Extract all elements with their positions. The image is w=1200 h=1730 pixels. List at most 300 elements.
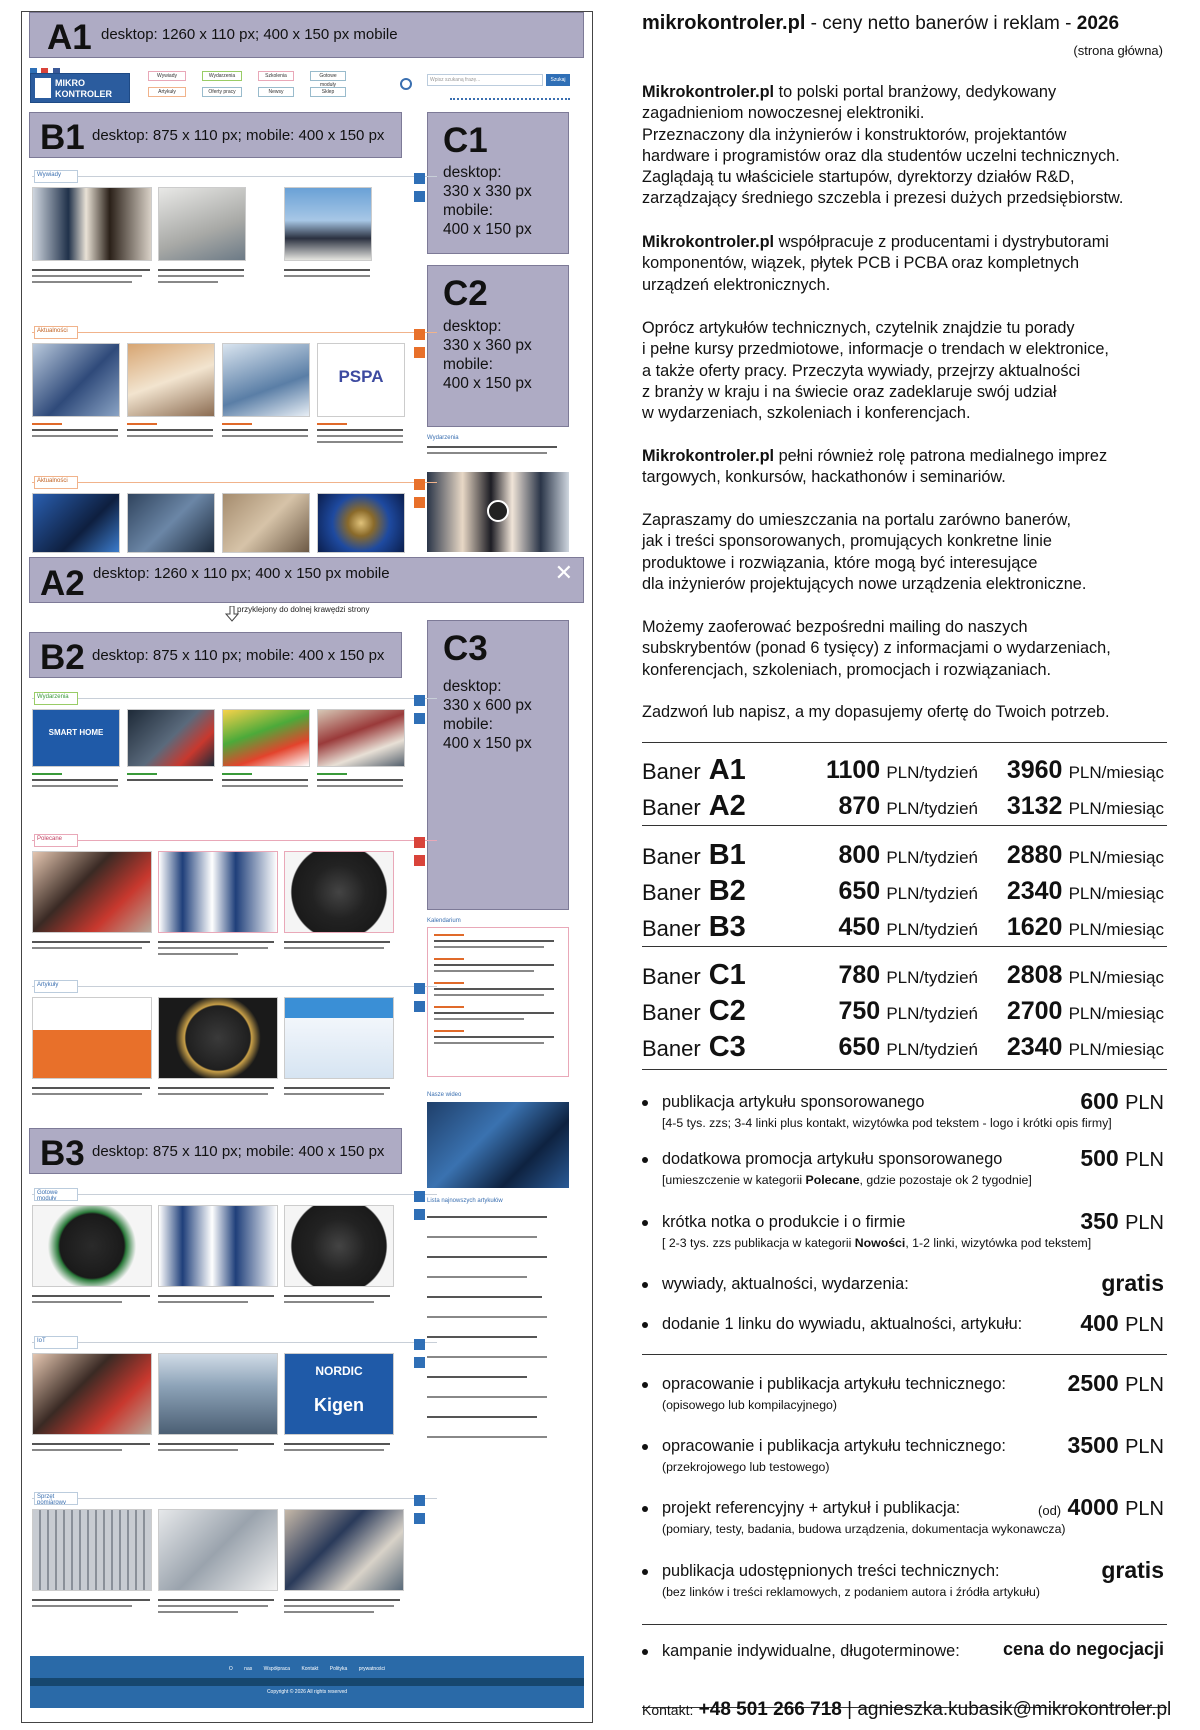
bullet-icon xyxy=(642,1382,648,1388)
monthly-unit: PLN/miesiąc xyxy=(1068,1040,1164,1059)
paragraph-text: Zapraszamy do umieszczania na portalu zarówno banerów, jak i treści sponsorowanych, promujących konkretne linie produktowe i rozwiązania, które mogą być interesujące dla inżynierów projektujących nowe urządzenia elektroniczne. xyxy=(642,511,1087,593)
service-price: 600 xyxy=(1080,1088,1119,1114)
monthly-unit: PLN/miesiąc xyxy=(1068,799,1164,818)
monthly-unit: PLN/miesiąc xyxy=(1068,968,1164,987)
section-aktualnosci-2 xyxy=(32,478,437,552)
service-item xyxy=(642,1557,1167,1605)
banner-name xyxy=(642,1030,746,1066)
brand-bold: Mikrokontroler.pl xyxy=(642,447,775,465)
text-line xyxy=(284,947,384,949)
banner-c2 xyxy=(427,265,569,427)
weekly-value: 750 xyxy=(838,997,881,1025)
thumbnail[interactable] xyxy=(127,493,215,553)
section-label: Polecane xyxy=(34,834,78,847)
weekly-value: 650 xyxy=(838,877,881,905)
date-line xyxy=(32,773,62,775)
section-label: Sprzęt pomiarowy xyxy=(34,1492,78,1505)
baner-label: Baner xyxy=(642,1036,701,1061)
monthly-unit: PLN/miesiąc xyxy=(1068,763,1164,782)
thumbnail[interactable] xyxy=(32,851,152,933)
weekly-price xyxy=(838,1030,978,1067)
baner-label: Baner xyxy=(642,964,701,989)
bullet-icon xyxy=(642,1157,648,1163)
banner-code: C1 xyxy=(443,121,488,160)
service-price-box xyxy=(1003,1639,1164,1660)
weekly-unit: PLN/tydzień xyxy=(886,1040,978,1059)
banner-c3 xyxy=(427,620,569,910)
date-line xyxy=(32,423,62,425)
text-line xyxy=(427,446,557,448)
service-price-box xyxy=(1101,1557,1164,1584)
thumbnail[interactable] xyxy=(317,493,405,553)
service-unit: PLN xyxy=(1125,1436,1164,1458)
text-line xyxy=(317,779,403,781)
banner-code: C1 xyxy=(708,959,746,991)
service-note: (pomiary, testy, badania, budowa urządzenia, dokumentacja wykonawcza) xyxy=(662,1522,1066,1536)
thumbnail[interactable] xyxy=(158,851,278,933)
text-line xyxy=(427,1216,547,1218)
price-row xyxy=(642,994,1167,1028)
service-price: gratis xyxy=(1101,1557,1164,1583)
bullet-icon xyxy=(642,1444,648,1450)
text-line xyxy=(427,1296,542,1298)
website-mockup xyxy=(21,11,593,1723)
search-button[interactable]: Szukaj xyxy=(546,74,570,86)
weekly-price xyxy=(838,910,978,947)
weekly-value: 1100 xyxy=(825,756,881,784)
paragraph-7 xyxy=(642,702,1110,723)
monthly-unit: PLN/miesiąc xyxy=(1068,920,1164,939)
monthly-value: 2340 xyxy=(1006,877,1063,905)
section-arrows[interactable] xyxy=(412,981,437,992)
text-line xyxy=(434,940,554,942)
text-line xyxy=(284,275,370,277)
banner-code: B3 xyxy=(40,1134,85,1173)
service-title: kampanie indywidualne, długoterminowe: xyxy=(662,1642,960,1660)
page-title xyxy=(642,11,1167,36)
paragraph-text: Zadzwoń lub napisz, a my dopasujemy ofertę do Twoich potrzeb. xyxy=(642,703,1110,721)
banner-dimensions: desktop: 1260 x 110 px; 400 x 150 px mobile xyxy=(93,565,390,582)
bullet-icon xyxy=(642,1282,648,1288)
text-line xyxy=(284,1611,374,1613)
nav-item[interactable]: Wydarzenia xyxy=(202,71,242,81)
banner-code: B1 xyxy=(708,839,746,871)
banner-dimensions: desktop: 1260 x 110 px; 400 x 150 px mobile xyxy=(101,26,398,43)
date-line xyxy=(222,773,252,775)
service-title: opracowanie i publikacja artykułu technicznego: xyxy=(662,1375,1006,1393)
date-line xyxy=(127,423,157,425)
banner-name xyxy=(642,874,746,910)
baner-label: Baner xyxy=(642,916,701,941)
service-title: wywiady, aktualności, wydarzenia: xyxy=(662,1275,909,1293)
bullet-icon xyxy=(642,1220,648,1226)
play-icon[interactable] xyxy=(487,500,509,522)
price-row xyxy=(642,753,1167,787)
service-title: publikacja udostępnionych treści technicznych: xyxy=(662,1562,1000,1580)
thumbnail[interactable] xyxy=(158,1509,278,1591)
thumbnail[interactable] xyxy=(222,709,310,767)
page-note: (strona główna) xyxy=(1073,43,1163,58)
thumbnail[interactable] xyxy=(32,187,152,261)
date-line xyxy=(434,1030,464,1032)
thumbnail[interactable] xyxy=(158,1353,278,1435)
service-price: 4000 xyxy=(1067,1494,1119,1520)
text-line xyxy=(222,429,308,431)
section-arrows[interactable] xyxy=(412,477,437,488)
note-text: , gdzie pozostaje ok 2 tygodnie] xyxy=(859,1173,1032,1187)
thumbnail[interactable] xyxy=(284,1353,394,1435)
price-row xyxy=(642,874,1167,908)
main-nav xyxy=(140,69,350,103)
banner-dimensions: desktop: 875 x 110 px; mobile: 400 x 150 px xyxy=(92,647,385,664)
text-line xyxy=(222,779,308,781)
nav-item[interactable]: Oferty pracy xyxy=(202,87,242,97)
thumbnail[interactable] xyxy=(284,851,394,933)
service-price: 400 xyxy=(1080,1310,1119,1336)
banner-name xyxy=(642,994,746,1030)
search-input[interactable] xyxy=(427,74,543,86)
text-line xyxy=(158,1449,238,1451)
section-gotowe-moduly xyxy=(32,1190,437,1314)
date-line xyxy=(434,1006,464,1008)
bullet-icon xyxy=(642,1506,648,1512)
text-line xyxy=(222,785,308,787)
service-note xyxy=(662,1173,1032,1187)
date-line xyxy=(222,423,252,425)
site-name: mikrokontroler.pl xyxy=(642,12,806,34)
text-line xyxy=(158,953,238,955)
monthly-value: 2340 xyxy=(1006,1033,1063,1061)
section-arrows[interactable] xyxy=(412,1337,437,1348)
text-line xyxy=(32,785,118,787)
text-line xyxy=(158,947,268,949)
text-line xyxy=(427,1396,547,1398)
text-line xyxy=(158,269,244,271)
service-note: (opisowego lub kompilacyjnego) xyxy=(662,1398,837,1412)
text-line xyxy=(127,779,213,781)
thumb-text: NORDIC xyxy=(315,1364,363,1378)
monthly-price xyxy=(1007,958,1164,995)
banner-a2 xyxy=(29,557,584,603)
text-line xyxy=(427,1416,537,1418)
date-line xyxy=(127,773,157,775)
baner-label: Baner xyxy=(642,1000,701,1025)
price-prefix: (od) xyxy=(1038,1503,1062,1518)
close-icon[interactable]: ✕ xyxy=(554,560,573,585)
nav-item[interactable]: Artykuły xyxy=(148,87,186,97)
text-line xyxy=(427,452,547,454)
banner-b1 xyxy=(29,112,402,158)
monthly-value: 3960 xyxy=(1006,756,1063,784)
weekly-unit: PLN/tydzień xyxy=(886,884,978,903)
service-price-box xyxy=(1080,1310,1164,1337)
contact-email[interactable]: agnieszka.kubasik@mikrokontroler.pl xyxy=(857,1699,1172,1720)
thumbnail[interactable] xyxy=(32,343,120,417)
date-line xyxy=(434,982,464,984)
banner-dimensions: desktop: 330 x 360 px mobile: 400 x 150 px xyxy=(443,318,532,392)
weekly-unit: PLN/tydzień xyxy=(886,968,978,987)
service-item xyxy=(642,1310,1167,1358)
divider xyxy=(642,825,1167,826)
service-unit: PLN xyxy=(1125,1212,1164,1234)
monthly-price xyxy=(1007,1030,1164,1067)
text-line xyxy=(158,1093,268,1095)
monthly-price xyxy=(1007,910,1164,947)
text-line xyxy=(427,1336,537,1338)
service-title: dodanie 1 linku do wywiadu, aktualności, artykułu: xyxy=(662,1315,1023,1333)
banner-code: C2 xyxy=(708,995,746,1027)
sidebar-wydarzenia-label: Wydarzenia xyxy=(427,435,459,441)
service-title: publikacja artykułu sponsorowanego xyxy=(662,1093,925,1111)
paragraph-text: współpracuje z producentami i dystrybutorami komponentów, wiązek, płytek PCB i PCBA oraz kompletnych urządzeń elektronicznych. xyxy=(642,233,1109,294)
calendar-list xyxy=(427,927,569,1077)
text-line xyxy=(284,1443,390,1445)
thumbnail[interactable] xyxy=(158,1205,278,1287)
section-label: Wydarzenia xyxy=(34,692,78,705)
service-unit: PLN xyxy=(1125,1314,1164,1336)
service-title: projekt referencyjny + artykuł i publikacja: xyxy=(662,1499,961,1517)
price-row xyxy=(642,789,1167,823)
text-line xyxy=(32,1093,142,1095)
thumbnail[interactable] xyxy=(32,1205,152,1287)
search-icon[interactable] xyxy=(400,78,412,90)
thumbnail[interactable] xyxy=(32,1509,152,1591)
service-price-box xyxy=(1068,1370,1164,1397)
section-arrows[interactable] xyxy=(412,327,437,338)
text-line xyxy=(434,946,544,948)
banner-name xyxy=(642,753,746,789)
nav-item[interactable]: Sklep xyxy=(310,87,346,97)
thumbnail[interactable] xyxy=(158,187,246,261)
text-line xyxy=(284,269,370,271)
divider xyxy=(642,1069,1167,1070)
video-thumbnail[interactable] xyxy=(427,472,569,552)
banner-name xyxy=(642,958,746,994)
paragraph-text: to polski portal branżowy, dedykowany zagadnieniom nowoczesnej elektroniki. Przeznaczony dla inżynierów i konstruktorów, projektantów hardware i programistów oraz dla studentów uczelni technicznych. Zaglądają tu właściciele startupów, dyrektorzy działów R&D, zarządzający średniego szczebla i prezesi dużych przedsiębiorstw. xyxy=(642,83,1124,208)
text-line xyxy=(158,1301,248,1303)
thumbnail[interactable] xyxy=(284,1509,404,1591)
weekly-price xyxy=(826,753,978,790)
service-item xyxy=(642,1370,1167,1418)
paragraph-1 xyxy=(642,82,1123,210)
service-item xyxy=(642,1641,1167,1685)
paragraph-5 xyxy=(642,510,1086,595)
footer-link[interactable]: O nas xyxy=(228,1666,253,1672)
text-line xyxy=(427,1356,547,1358)
service-price-box xyxy=(1080,1088,1164,1115)
weekly-price xyxy=(838,994,978,1031)
text-line xyxy=(317,435,403,437)
text-line xyxy=(427,1436,547,1438)
text-line xyxy=(158,941,274,943)
nav-item[interactable]: Gotowe moduły xyxy=(310,71,346,81)
service-price: 3500 xyxy=(1067,1432,1119,1458)
service-price-box xyxy=(1080,1145,1164,1172)
banner-code: B2 xyxy=(40,638,85,677)
section-aktualnosci xyxy=(32,328,437,452)
section-arrows[interactable] xyxy=(412,693,437,704)
footer-link[interactable]: Współpraca xyxy=(263,1666,291,1672)
paragraph-2 xyxy=(642,232,1109,296)
banner-code: B3 xyxy=(708,911,746,943)
thumbnail[interactable] xyxy=(158,997,278,1079)
brand-bold: Mikrokontroler.pl xyxy=(642,83,775,101)
bullet-icon xyxy=(642,1649,648,1655)
paragraph-3 xyxy=(642,318,1109,424)
price-row xyxy=(642,910,1167,944)
text-line xyxy=(32,275,142,277)
text-line xyxy=(427,1276,527,1278)
price-row xyxy=(642,1030,1167,1064)
arrow-down-icon xyxy=(225,606,239,622)
text-line xyxy=(434,988,554,990)
service-price-box xyxy=(1101,1270,1164,1297)
latest-articles-list xyxy=(427,1210,569,1510)
date-line xyxy=(317,423,347,425)
baner-label: Baner xyxy=(642,844,701,869)
text-line xyxy=(434,1042,544,1044)
text-line xyxy=(434,1012,554,1014)
text-line xyxy=(127,429,213,431)
banner-a1 xyxy=(29,12,584,58)
text-line xyxy=(434,970,534,972)
weekly-price xyxy=(838,789,978,826)
baner-label: Baner xyxy=(642,759,701,784)
service-price: cena do negocjacji xyxy=(1002,1639,1164,1659)
banner-code: A1 xyxy=(47,18,92,57)
banner-a2-note: przyklejony do dolnej krawędzi strony xyxy=(237,605,370,614)
text-line xyxy=(284,1605,394,1607)
baner-label: Baner xyxy=(642,795,701,820)
note-category: Nowości xyxy=(854,1236,906,1250)
text-line xyxy=(434,1018,524,1020)
banner-dimensions: desktop: 875 x 110 px; mobile: 400 x 150 px xyxy=(92,127,385,144)
monthly-value: 2880 xyxy=(1006,841,1063,869)
section-arrows[interactable] xyxy=(412,1189,437,1200)
text-line xyxy=(32,281,132,283)
contact-phone[interactable]: +48 501 266 718 xyxy=(698,1699,842,1720)
text-line xyxy=(317,441,403,443)
brand-bold: Mikrokontroler.pl xyxy=(642,233,775,251)
service-price: 350 xyxy=(1080,1208,1119,1234)
text-line xyxy=(158,281,218,283)
thumbnail[interactable] xyxy=(32,997,152,1079)
text-line xyxy=(284,1449,384,1451)
service-title: krótka notka o produkcie i o firmie xyxy=(662,1213,906,1231)
service-price-box xyxy=(1080,1208,1164,1235)
weekly-value: 800 xyxy=(838,841,881,869)
thumbnail[interactable] xyxy=(127,343,215,417)
nav-item[interactable]: Wywiady xyxy=(148,71,186,81)
text-line xyxy=(434,964,554,966)
note-text: , 1-2 linki, wizytówka pod tekstem] xyxy=(905,1236,1092,1250)
text-line xyxy=(158,1087,274,1089)
text-line xyxy=(284,1295,390,1297)
monthly-unit: PLN/miesiąc xyxy=(1068,848,1164,867)
thumbnail[interactable] xyxy=(222,343,310,417)
site-logo[interactable] xyxy=(30,73,130,103)
weekly-unit: PLN/tydzień xyxy=(886,799,978,818)
monthly-price xyxy=(1007,994,1164,1031)
text-line xyxy=(222,435,308,437)
weekly-value: 650 xyxy=(838,1033,881,1061)
monthly-price xyxy=(1007,838,1164,875)
divider xyxy=(642,1354,1167,1355)
monthly-price xyxy=(1007,874,1164,911)
section-arrows[interactable] xyxy=(412,835,437,846)
monthly-unit: PLN/miesiąc xyxy=(1068,1004,1164,1023)
service-item xyxy=(642,1088,1167,1136)
note-text: [umieszczenie w kategorii xyxy=(662,1173,806,1187)
weekly-unit: PLN/tydzień xyxy=(886,920,978,939)
text-line xyxy=(284,1087,390,1089)
text-line xyxy=(32,1605,132,1607)
section-label: Wywiady xyxy=(34,170,78,183)
date-line xyxy=(317,773,347,775)
thumbnail[interactable] xyxy=(284,1205,394,1287)
paragraph-4 xyxy=(642,446,1107,489)
text-line xyxy=(427,1236,537,1238)
section-arrows[interactable] xyxy=(412,171,437,182)
section-arrows[interactable] xyxy=(412,1493,437,1504)
bullet-icon xyxy=(642,1100,648,1106)
text-line xyxy=(284,1301,374,1303)
monthly-value: 2700 xyxy=(1006,997,1063,1025)
text-line xyxy=(158,1295,274,1297)
footer-link[interactable]: Polityka prywatności xyxy=(329,1666,386,1672)
note-text: [ 2-3 tys. zzs publikacja w kategorii xyxy=(662,1236,855,1250)
banner-c1 xyxy=(427,112,569,254)
footer-link[interactable]: Kontakt xyxy=(301,1666,319,1672)
paragraph-6 xyxy=(642,617,1111,681)
thumbnail[interactable] xyxy=(222,493,310,553)
contact-line xyxy=(642,1698,1172,1722)
nav-item[interactable]: Szkolenia xyxy=(258,71,294,81)
thumbnail[interactable] xyxy=(32,1353,152,1435)
text-line xyxy=(158,1605,268,1607)
banner-dimensions: desktop: 875 x 110 px; mobile: 400 x 150 px xyxy=(92,1143,385,1160)
paragraph-text: Oprócz artykułów technicznych, czytelnik znajdzie tu porady i pełne kursy przedmiotowe, informacje o trendach w elektronice, a także oferty pracy. Przeczyta wywiady, przejrzy aktualności z branży w kraju i na świecie oraz zadeklaruje swój udział w wydarzeniach, szkoleniach i konferencjach. xyxy=(642,319,1109,423)
price-row xyxy=(642,838,1167,872)
bullet-icon xyxy=(642,1569,648,1575)
section-polecane xyxy=(32,836,437,970)
text-line xyxy=(32,1301,122,1303)
section-wydarzenia xyxy=(32,694,437,808)
thumbnail[interactable] xyxy=(317,343,405,417)
service-title: opracowanie i publikacja artykułu technicznego: xyxy=(662,1437,1006,1455)
monthly-price xyxy=(1007,789,1164,826)
thumbnail[interactable] xyxy=(127,709,215,767)
weekly-unit: PLN/tydzień xyxy=(886,763,978,782)
text-line xyxy=(32,779,118,781)
thumbnail[interactable] xyxy=(284,997,394,1079)
thumb-text: PSPA xyxy=(338,367,384,386)
thumbnail[interactable] xyxy=(32,709,120,767)
service-note xyxy=(662,1236,1091,1250)
service-item xyxy=(642,1432,1167,1480)
service-note: (bez linków i treści reklamowych, z podaniem autora i źródła artykułu) xyxy=(662,1585,1040,1599)
service-unit: PLN xyxy=(1125,1498,1164,1520)
text-line xyxy=(427,1256,547,1258)
thumbnail[interactable] xyxy=(317,709,405,767)
nav-item[interactable]: Newsy xyxy=(258,87,294,97)
video-thumbnail[interactable] xyxy=(427,1102,569,1188)
text-line xyxy=(434,1036,554,1038)
thumbnail[interactable] xyxy=(32,493,120,553)
text-line xyxy=(158,1599,274,1601)
thumbnail[interactable] xyxy=(284,187,372,261)
service-note: (przekrojowego lub testowego) xyxy=(662,1460,830,1474)
